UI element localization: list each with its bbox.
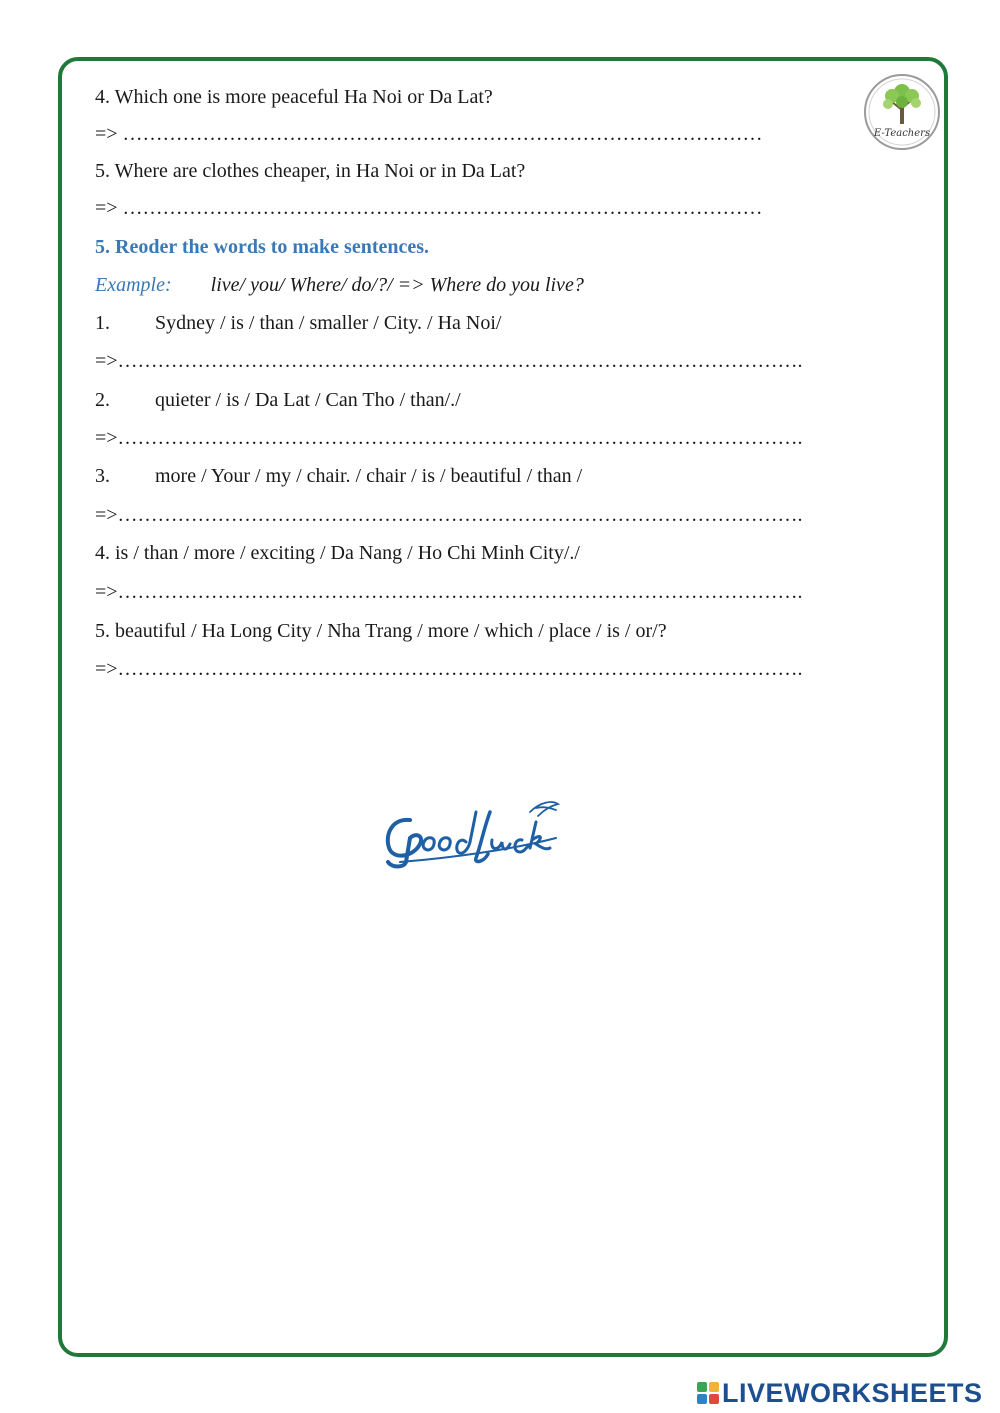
reorder-item-5: 5. beautiful / Ha Long City / Nha Trang / more / which / place / is / or/? (95, 620, 667, 642)
example-text: live/ you/ Where/ do/?/ => Where do you live? (210, 274, 584, 296)
answer-line-item-5[interactable]: =>…………………………………………………………………………………………. (95, 658, 803, 680)
example-label: Example: (95, 274, 172, 296)
reorder-item-3 (95, 464, 582, 488)
question-4: 4. Which one is more peaceful Ha Noi or Da Lat? (95, 86, 493, 108)
answer-line-q5[interactable]: => …………………………………………………………………………………… (95, 197, 763, 219)
section-title: 5. Reoder the words to make sentences. (95, 236, 430, 258)
answer-line-item-2[interactable]: =>…………………………………………………………………………………………. (95, 427, 803, 449)
good-luck-signature-icon (380, 798, 562, 870)
answer-line-item-3[interactable]: =>…………………………………………………………………………………………. (95, 504, 803, 526)
item-words: more / Your / my / chair. / chair / is / beautiful / than / (155, 465, 583, 487)
reorder-item-1 (95, 311, 501, 335)
answer-line-item-4[interactable]: =>…………………………………………………………………………………………. (95, 581, 803, 603)
reorder-item-2 (95, 388, 461, 412)
answer-line-q4[interactable]: => …………………………………………………………………………………… (95, 123, 763, 145)
item-words: quieter / is / Da Lat / Can Tho / than/./ (155, 389, 461, 411)
example-row (95, 273, 584, 297)
liveworksheets-badge-icon (697, 1382, 719, 1404)
item-number: 2. (95, 389, 110, 411)
svg-text:E-Teachers: E-Teachers (873, 128, 931, 139)
item-number: 3. (95, 465, 110, 487)
reorder-item-4: 4. is / than / more / exciting / Da Nang / Ho Chi Minh City/./ (95, 542, 580, 564)
question-5: 5. Where are clothes cheaper, in Ha Noi or in Da Lat? (95, 160, 526, 182)
liveworksheets-brand: LIVEWORKSHEETS (722, 1377, 983, 1408)
answer-line-item-1[interactable]: =>…………………………………………………………………………………………. (95, 350, 803, 372)
item-words: Sydney / is / than / smaller / City. / Ha Noi/ (155, 312, 502, 334)
item-number: 1. (95, 312, 110, 334)
liveworksheets-logo (697, 1378, 983, 1408)
e-teachers-logo-icon (862, 72, 942, 152)
